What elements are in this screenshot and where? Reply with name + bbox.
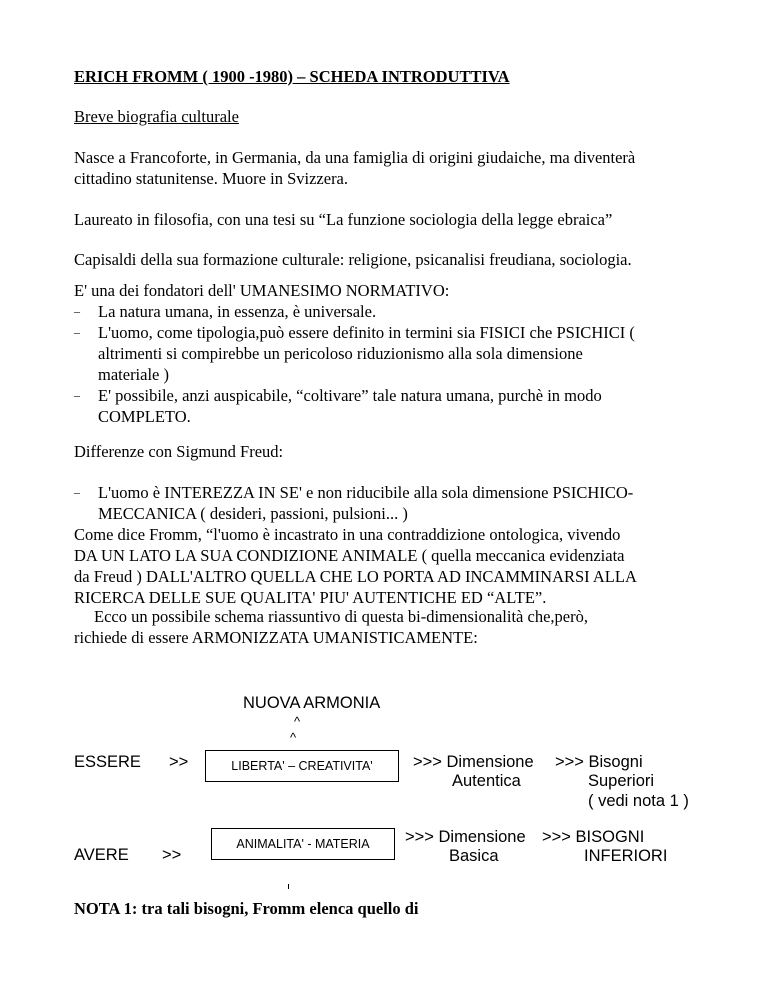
paragraph-birth <box>74 147 734 189</box>
row-essere-label: ESSERE <box>74 753 141 771</box>
section-subtitle: Breve biografia culturale <box>74 107 239 126</box>
needs-label: BISOGNI <box>575 828 645 846</box>
needs-arrow: >>> <box>542 828 571 846</box>
row-avere-arrow: >> <box>162 846 182 864</box>
dimension-label: Dimensione <box>438 828 526 846</box>
needs-arrow: >>> <box>555 753 584 771</box>
paragraph-freud-heading: Differenze con Sigmund Freud: <box>74 442 284 461</box>
paragraph-degree: Laureato in filosofia, con una tesi su “La funzione sociologia della legge ebraica” <box>74 210 613 229</box>
paragraph-contradiction <box>74 524 734 608</box>
bullet-dash: – <box>74 485 80 499</box>
row-essere-needs <box>555 752 643 772</box>
bullet-dash: – <box>74 388 80 402</box>
humanism-bullet-list <box>74 301 734 427</box>
row-essere-arrow: >> <box>169 753 189 771</box>
paragraph-line: DA UN LATO LA SUA CONDIZIONE ANIMALE ( quella meccanica evidenziata <box>74 546 625 565</box>
diagram-caret: ^ <box>294 714 301 729</box>
row-avere-dimension <box>405 827 526 847</box>
list-item-line: COMPLETO. <box>98 407 191 426</box>
row-avere-needs <box>542 827 644 847</box>
needs-sublabel: INFERIORI <box>584 847 668 865</box>
list-item <box>74 301 734 322</box>
list-item <box>74 385 734 427</box>
dimension-arrow: >>> <box>413 753 442 771</box>
list-item-line: altrimenti si compirebbe un pericoloso riduzionismo alla sola dimensione <box>98 344 583 363</box>
diagram-top-label: NUOVA ARMONIA <box>243 694 381 712</box>
page-title: ERICH FROMM ( 1900 -1980) – SCHEDA INTRODUTTIVA <box>74 67 510 86</box>
list-item <box>74 482 734 524</box>
paragraph-line: Ecco un possibile schema riassuntivo di questa bi-dimensionalità che,però, <box>94 607 588 626</box>
needs-sublabel: Superiori <box>588 772 655 790</box>
paragraph-line: RICERCA DELLE SUE QUALITA' PIU' AUTENTICHE ED “ALTE”. <box>74 588 547 607</box>
list-item-line: L'uomo è INTEREZZA IN SE' e non riducibile alla sola dimensione PSICHICO- <box>98 483 634 502</box>
row-avere-label: AVERE <box>74 846 129 864</box>
row-essere-dimension <box>413 752 534 772</box>
dimension-arrow: >>> <box>405 828 434 846</box>
paragraph-line: da Freud ) DALL'ALTRO QUELLA CHE LO PORTA AD INCAMMINARSI ALLA <box>74 567 637 586</box>
list-item <box>74 322 734 385</box>
paragraph-humanism: E' una dei fondatori dell' UMANESIMO NORMATIVO: <box>74 281 450 300</box>
needs-note-ref: ( vedi nota 1 ) <box>588 792 689 810</box>
bullet-dash: – <box>74 325 80 339</box>
list-item-line: E' possibile, anzi auspicabile, “coltivare” tale natura umana, purchè in modo <box>98 386 602 405</box>
footnote: NOTA 1: tra tali bisogni, Fromm elenca quello di <box>74 899 419 918</box>
paragraph-schema-intro <box>74 606 734 648</box>
dimension-sublabel: Autentica <box>452 772 521 790</box>
paragraph-line: richiede di essere ARMONIZZATA UMANISTICAMENTE: <box>74 628 478 647</box>
list-item-line: La natura umana, in essenza, è universale. <box>98 302 377 321</box>
paragraph-line: Nasce a Francoforte, in Germania, da una famiglia di origini giudaiche, ma diventerà <box>74 148 636 167</box>
list-item-line: materiale ) <box>98 365 169 384</box>
stray-mark <box>288 884 289 889</box>
list-item-line: L'uomo, come tipologia,può essere definito in termini sia FISICI che PSICHICI ( <box>98 323 635 342</box>
dimension-sublabel: Basica <box>449 847 499 865</box>
list-item-line: MECCANICA ( desideri, passioni, pulsioni... ) <box>98 504 408 523</box>
box-animalita-materia: ANIMALITA' - MATERIA <box>211 828 395 860</box>
needs-label: Bisogni <box>588 753 643 771</box>
bullet-dash: – <box>74 304 80 318</box>
box-liberta-creativita: LIBERTA' – CREATIVITA' <box>205 750 399 782</box>
paragraph-line: Come dice Fromm, “l'uomo è incastrato in una contraddizione ontologica, vivendo <box>74 525 621 544</box>
diagram-caret: ^ <box>290 730 297 745</box>
paragraph-foundations: Capisaldi della sua formazione culturale: religione, psicanalisi freudiana, sociologia. <box>74 250 632 269</box>
freud-bullet-list <box>74 482 734 524</box>
dimension-label: Dimensione <box>446 753 534 771</box>
paragraph-line: cittadino statunitense. Muore in Svizzera. <box>74 169 349 188</box>
